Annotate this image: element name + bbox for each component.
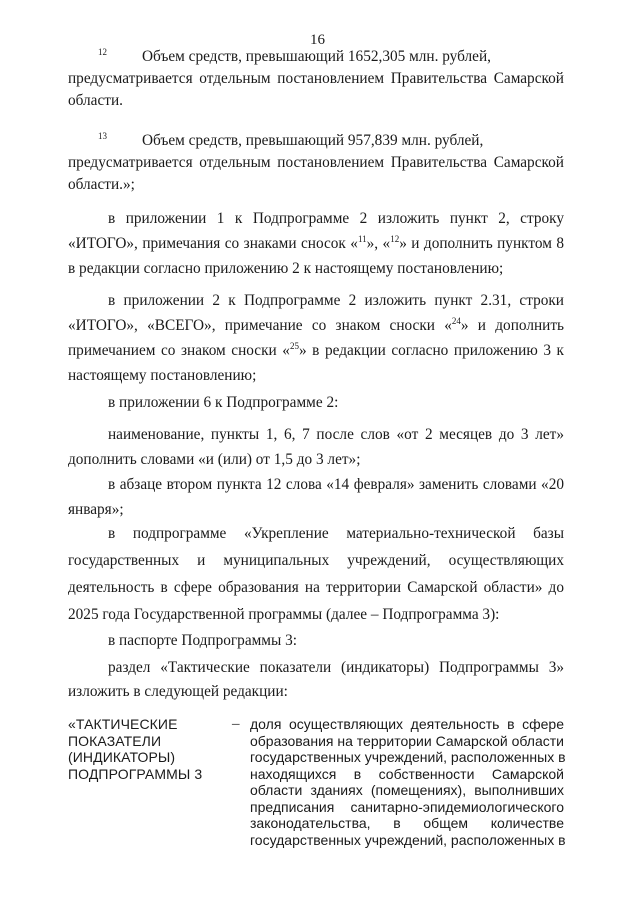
- table-dash: –: [232, 716, 240, 732]
- page-number: 16: [310, 32, 325, 48]
- footnote-ref: 11: [357, 233, 367, 244]
- table-left-cell: «ТАКТИЧЕСКИЕ ПОКАЗАТЕЛИ (ИНДИКАТОРЫ) ПОДПРОГРАММЫ 3: [68, 716, 203, 782]
- paragraph-naming: наименование, пункты 1, 6, 7 после слов «от 2 месяцев до 3 лет» дополнить словами «и (или) от 1,5 до 3 лет»;: [68, 426, 564, 468]
- footnote-ref: 25: [289, 340, 299, 351]
- paragraph-section: раздел «Тактические показатели (индикаторы) Подпрограммы 3» изложить в следующей редакции:: [68, 659, 564, 700]
- footnote-13-rest: предусматривается отдельным постановлением Правительства Самарской области.»;: [68, 154, 564, 193]
- footnote-text-line1: Объем средств, превышающий 1652,305 млн. рублей,: [142, 48, 491, 65]
- footnote-mark: 13: [98, 130, 107, 141]
- footnote-ref: 12: [390, 233, 400, 244]
- paragraph-passport: в паспорте Подпрограммы 3:: [108, 632, 297, 649]
- paragraph-subprogram-3: в подпрограмме «Укрепление материально-технической базы государственных и муниципальных учреждений, осуществляющих деятельность в сфере образования на территории Самарской области» до 2025 года Государственной программы (далее – Подпрограмма 3):: [68, 525, 564, 623]
- paragraph-appendix-6: в приложении 6 к Подпрограмме 2:: [108, 394, 339, 411]
- footnote-ref: 24: [451, 315, 461, 326]
- paragraph-abzac: в абзаце втором пункта 12 слова «14 февраля» заменить словами «20 января»;: [68, 476, 564, 518]
- paragraph-appendix-1: в приложении 1 к Подпрограмме 2 изложить пункт 2, строку «ИТОГО», примечания со знаками сносок «$^{11}$», «$^{12}$» и дополнить пунктом 8 в редакции согласно приложению 2 к настоящему постановлению;: [68, 210, 564, 277]
- table-right-cell: доля осуществляющих деятельность в сфере образования на территории Самарской области государственных учреждений, расположенных в находящихся в собственности Самарской области зданиях (помещениях), выполнивших предписания санитарно-эпидемиологического законодательства, в общем количестве государственных учреждений, расположенных в: [250, 716, 566, 848]
- footnote-mark: 12: [98, 46, 107, 57]
- paragraph-appendix-2: в приложении 2 к Подпрограмме 2 изложить пункт 2.31, строки «ИТОГО», «ВСЕГО», примечание со знаком сноски «$^{24}$» и дополнить примечанием со знаком сноски «$^{25}$» в редакции согласно приложению 3 к настоящему постановлению;: [68, 292, 564, 384]
- footnote-text-line1: Объем средств, превышающий 957,839 млн. рублей,: [142, 132, 484, 149]
- footnote-12-rest: предусматривается отдельным постановлением Правительства Самарской области.: [68, 70, 564, 109]
